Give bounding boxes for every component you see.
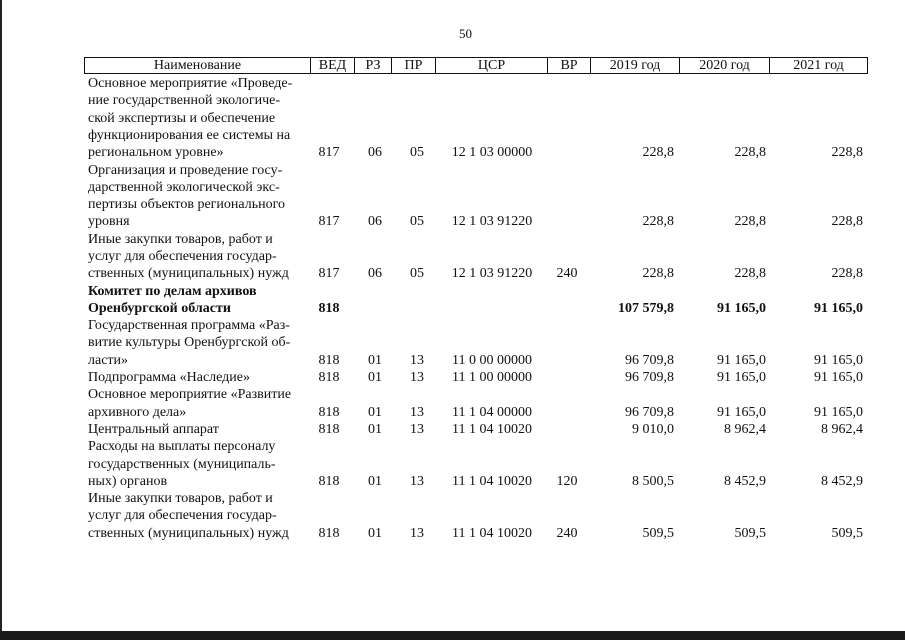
row-name: Центральный аппарат xyxy=(88,422,219,437)
pr-cell: 13 xyxy=(410,404,424,420)
amount-2021-cell: 509,5 xyxy=(831,525,863,541)
ved-cell: 818 xyxy=(318,300,340,316)
amount-2020-cell: 8 452,9 xyxy=(724,473,766,489)
amount-2019-cell: 9 010,0 xyxy=(632,422,674,437)
page-number: 50 xyxy=(459,26,472,41)
row-name: Организация и проведение госу- дарственной экологической экс- пертизы объектов регионального уровня xyxy=(88,162,285,230)
vr-cell: 240 xyxy=(556,525,578,541)
ved-cell: 818 xyxy=(318,404,340,420)
amount-2021-cell: 91 165,0 xyxy=(814,300,863,316)
amount-2020-cell: 8 962,4 xyxy=(724,422,766,437)
amount-2021-cell: 91 165,0 xyxy=(814,352,863,368)
amount-2020-cell: 91 165,0 xyxy=(717,352,766,368)
csr-cell: 11 1 04 10020 xyxy=(452,422,532,437)
rz-cell: 06 xyxy=(368,266,382,282)
ved-cell: 818 xyxy=(318,352,340,368)
ved-cell: 818 xyxy=(318,473,340,489)
row-name: Государственная программа «Раз- витие культуры Оренбургской об- ласти» xyxy=(88,318,291,368)
ved-cell: 817 xyxy=(318,266,340,282)
amount-2021-cell: 8 962,4 xyxy=(821,422,863,437)
amount-2019-cell: 228,8 xyxy=(642,214,674,230)
amount-2021-cell: 91 165,0 xyxy=(814,370,863,386)
row-name: Подпрограмма «Наследие» xyxy=(88,370,250,386)
amount-2020-cell: 228,8 xyxy=(734,266,766,282)
pr-cell: 13 xyxy=(410,473,424,489)
amount-2021-cell: 228,8 xyxy=(831,214,863,230)
row-name: Основное мероприятие «Проведе- ние государственной экологиче- ской экспертизы и обеспечение функционирования ее системы на региональном уровне» xyxy=(88,76,293,161)
rz-cell: 06 xyxy=(368,145,382,161)
pr-cell: 05 xyxy=(410,266,424,282)
ved-cell: 818 xyxy=(318,370,340,386)
rz-cell: 01 xyxy=(368,404,382,420)
amount-2019-cell: 509,5 xyxy=(642,525,674,541)
amount-2019-cell: 8 500,5 xyxy=(632,473,674,489)
header-2019: 2019 год xyxy=(591,58,680,73)
header-ved: ВЕД xyxy=(311,58,355,73)
rz-cell: 01 xyxy=(368,473,382,489)
pr-cell: 13 xyxy=(410,352,424,368)
csr-cell: 11 1 00 00000 xyxy=(452,370,532,386)
header-2021: 2021 год xyxy=(793,58,844,73)
pr-cell: 13 xyxy=(410,525,424,541)
pr-cell: 13 xyxy=(410,422,424,437)
pr-cell: 05 xyxy=(410,214,424,230)
header-csr: ЦСР xyxy=(436,58,548,73)
amount-2020-cell: 91 165,0 xyxy=(717,300,766,316)
vr-cell: 120 xyxy=(556,473,578,489)
header-rz: РЗ xyxy=(355,58,392,73)
vr-cell: 240 xyxy=(556,266,578,282)
row-name: Иные закупки товаров, работ и услуг для обеспечения государ- ственных (муниципальных) нужд xyxy=(88,491,289,541)
amount-2020-cell: 91 165,0 xyxy=(717,404,766,420)
header-pr: ПР xyxy=(392,58,436,73)
amount-2021-cell: 8 452,9 xyxy=(821,473,863,489)
csr-cell: 11 0 00 00000 xyxy=(452,352,532,368)
rz-cell: 01 xyxy=(368,422,382,437)
rz-cell: 01 xyxy=(368,370,382,386)
rz-cell: 01 xyxy=(368,352,382,368)
amount-2019-cell: 96 709,8 xyxy=(625,352,674,368)
row-name: Расходы на выплаты персоналу государственных (муниципаль- ных) органов xyxy=(88,439,276,489)
pr-cell: 13 xyxy=(410,370,424,386)
row-name: Иные закупки товаров, работ и услуг для обеспечения государ- ственных (муниципальных) нужд xyxy=(88,231,289,282)
csr-cell: 11 1 04 10020 xyxy=(452,473,532,489)
amount-2019-cell: 96 709,8 xyxy=(625,370,674,386)
csr-cell: 12 1 03 91220 xyxy=(451,214,533,230)
header-name: Наименование xyxy=(85,58,311,73)
pr-cell: 05 xyxy=(410,145,424,161)
amount-2019-cell: 228,8 xyxy=(642,145,674,161)
amount-2019-cell: 96 709,8 xyxy=(625,404,674,420)
rz-cell: 01 xyxy=(368,525,382,541)
amount-2020-cell: 228,8 xyxy=(734,145,766,161)
row-name: Комитет по делам архивов Оренбургской области xyxy=(88,283,257,316)
amount-2020-cell: 509,5 xyxy=(734,525,766,541)
ved-cell: 818 xyxy=(318,525,340,541)
csr-cell: 12 1 03 00000 xyxy=(451,145,533,161)
ved-cell: 818 xyxy=(318,422,340,437)
header-2020: 2020 год xyxy=(680,58,770,73)
amount-2021-cell: 91 165,0 xyxy=(814,404,863,420)
amount-2019-cell: 228,8 xyxy=(642,266,674,282)
ved-cell: 817 xyxy=(318,214,340,230)
csr-cell: 12 1 03 91220 xyxy=(451,266,533,282)
amount-2019-cell: 107 579,8 xyxy=(618,300,674,316)
amount-2021-cell: 228,8 xyxy=(831,266,863,282)
amount-2020-cell: 228,8 xyxy=(734,214,766,230)
csr-cell: 11 1 04 10020 xyxy=(452,525,532,541)
csr-cell: 11 1 04 00000 xyxy=(452,404,532,420)
amount-2020-cell: 91 165,0 xyxy=(717,370,766,386)
rz-cell: 06 xyxy=(368,214,382,230)
amount-2021-cell: 228,8 xyxy=(831,145,863,161)
header-vr: ВР xyxy=(548,58,591,73)
ved-cell: 817 xyxy=(318,145,340,161)
page-bottom-border xyxy=(0,631,905,640)
row-name: Основное мероприятие «Развитие архивного дела» xyxy=(88,387,292,420)
